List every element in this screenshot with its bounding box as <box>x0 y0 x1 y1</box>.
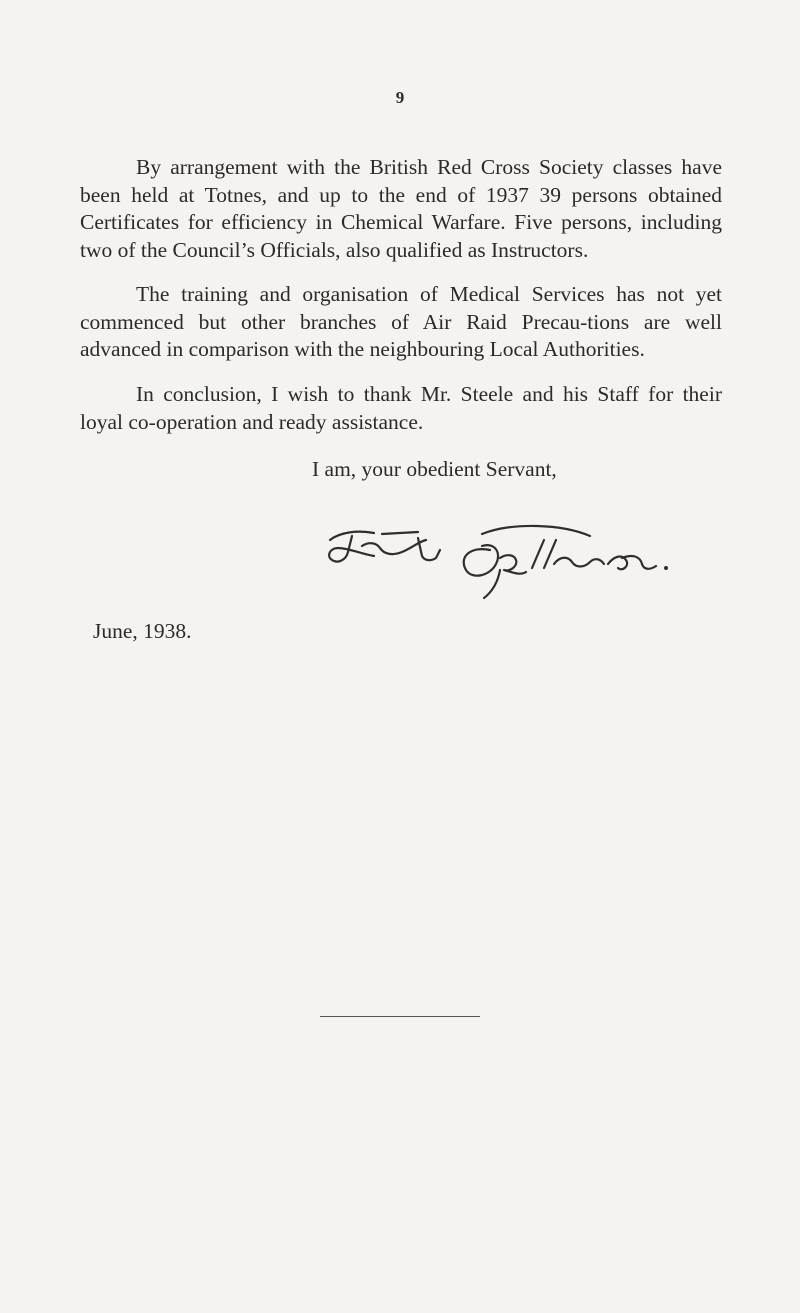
paragraph-medical-services: The training and organisation of Medical Services has not yet commenced but other branches of Air Raid Precau-tions are well advanced in comparison with the neighbouring Local Authorities. <box>80 282 722 361</box>
letter-date: June, 1938. <box>93 619 192 643</box>
paragraph-red-cross-classes: By arrangement with the British Red Cross Society classes have been held at Totnes, and up to the end of 1937 39 persons obtained Certificates for efficiency in Chemical Warfare. Five persons, including two of the Council’s Officials, also qualified as Instructors. <box>80 155 722 262</box>
handwritten-signature-icon <box>322 520 712 600</box>
closing-salutation: I am, your obedient Servant, <box>312 457 557 481</box>
paragraph-conclusion: In conclusion, I wish to thank Mr. Steele and his Staff for their loyal co-operation and ready assistance. <box>80 382 722 434</box>
bottom-divider <box>320 1016 480 1017</box>
page-number: 9 <box>395 88 405 107</box>
